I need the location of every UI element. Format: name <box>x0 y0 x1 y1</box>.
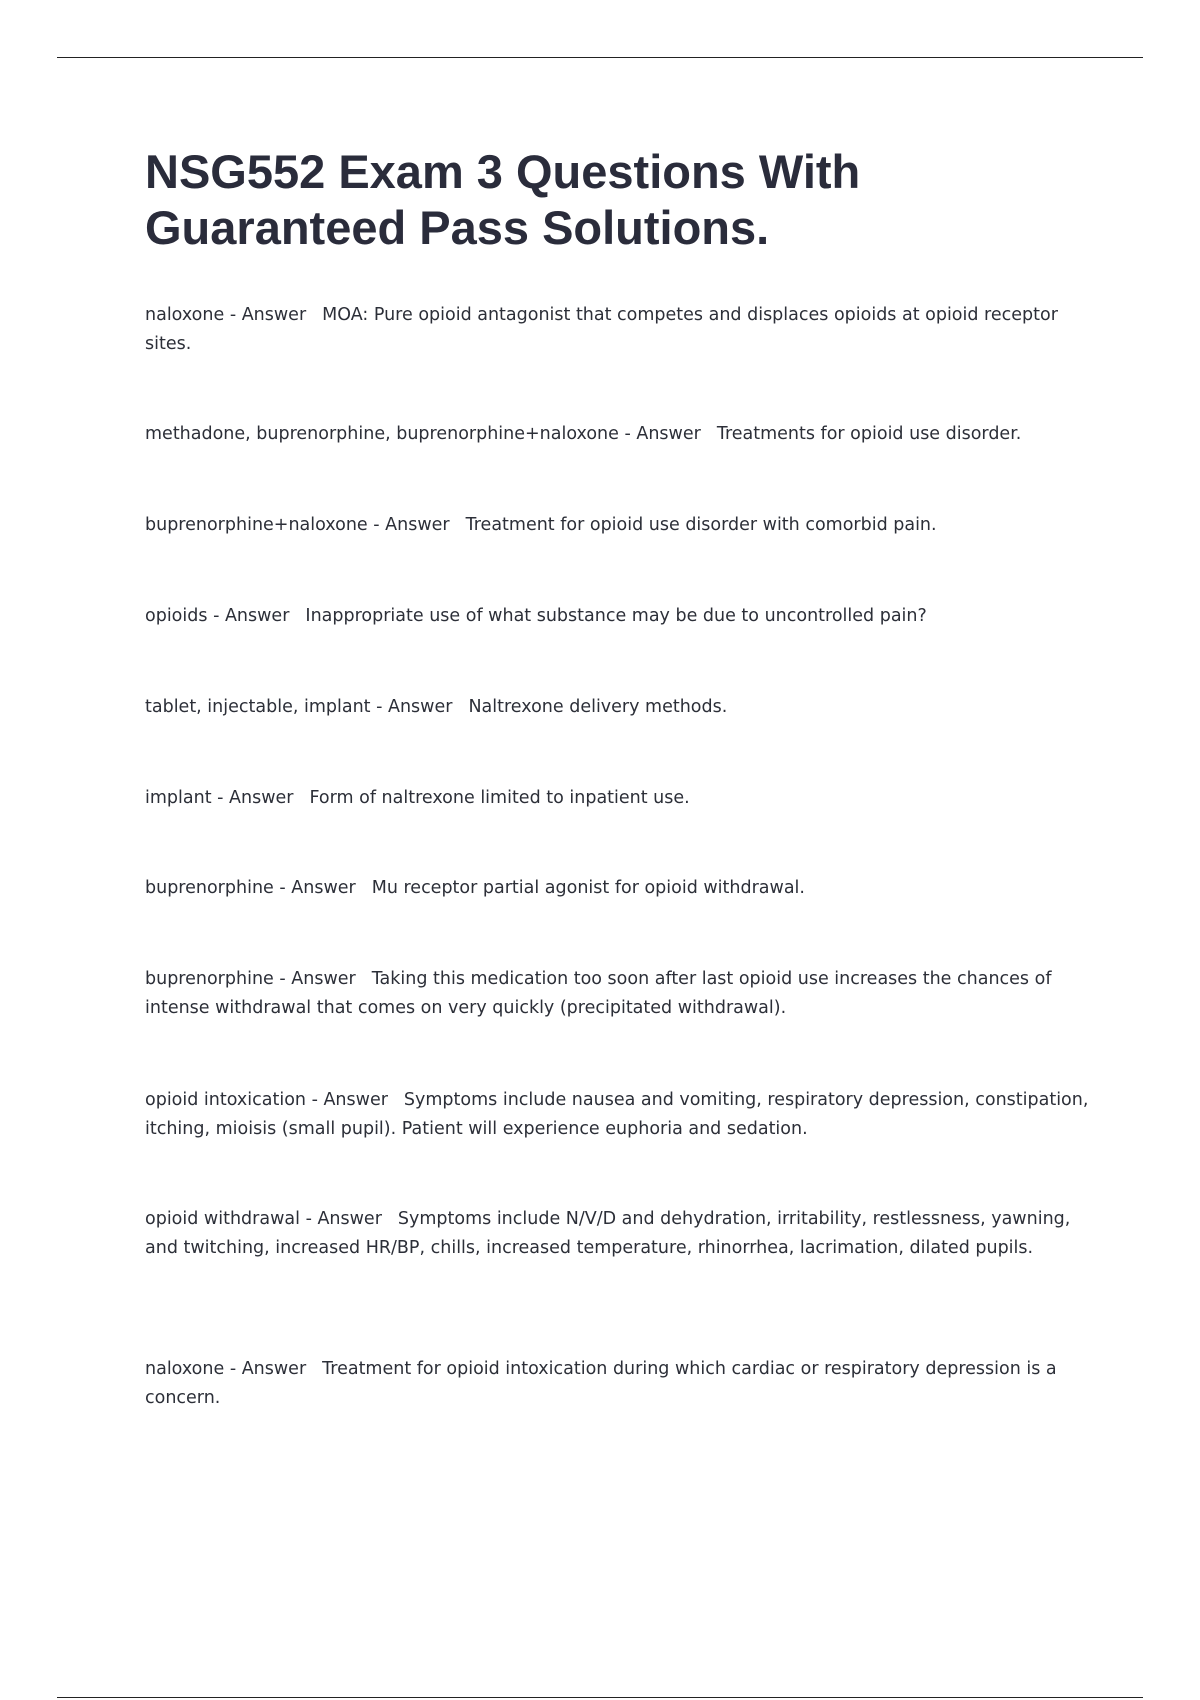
qa-item <box>145 511 1090 540</box>
qa-term: buprenorphine+naloxone <box>145 515 368 535</box>
qa-term: tablet, injectable, implant <box>145 697 371 717</box>
document-title: NSG552 Exam 3 Questions With Guaranteed Pass Solutions. <box>145 145 861 254</box>
qa-term: buprenorphine <box>145 969 274 989</box>
answer-separator: - Answer <box>624 424 701 444</box>
answer-separator: - Answer <box>279 878 356 898</box>
answer-separator: - Answer <box>229 1359 307 1379</box>
qa-item <box>145 1086 1090 1144</box>
qa-term: naloxone <box>145 305 225 325</box>
answer-separator: - Answer <box>373 515 450 535</box>
qa-item <box>145 874 1090 903</box>
qa-term: opioids <box>145 606 208 626</box>
qa-item <box>145 1205 1090 1263</box>
qa-term: implant <box>145 788 212 808</box>
header-divider <box>57 57 1143 58</box>
answer-separator: - Answer <box>279 969 356 989</box>
qa-definition: Naltrexone delivery methods. <box>468 697 728 717</box>
qa-definition: Mu receptor partial agonist for opioid withdrawal. <box>371 878 805 898</box>
qa-definition: Treatment for opioid use disorder with comorbid pain. <box>465 515 937 535</box>
answer-separator: - Answer <box>376 697 453 717</box>
qa-term: opioid intoxication <box>145 1090 306 1110</box>
qa-item <box>145 602 1090 631</box>
qa-definition: Inappropriate use of what substance may be due to uncontrolled pain? <box>305 606 927 626</box>
qa-definition: Taking this medication too soon after last opioid use increases the chances of intense withdrawal that comes on very quickly (precipitated withdrawal). <box>145 969 1052 1018</box>
qa-definition: Form of naltrexone limited to inpatient use. <box>309 788 690 808</box>
answer-separator: - Answer <box>213 606 290 626</box>
footer-divider <box>57 1697 1143 1698</box>
qa-item <box>145 301 1090 359</box>
qa-item <box>145 1355 1090 1413</box>
qa-definition: Treatment for opioid intoxication during which cardiac or respiratory depression is a concern. <box>145 1359 1057 1408</box>
qa-item <box>145 784 1090 813</box>
answer-separator: - Answer <box>311 1090 388 1110</box>
qa-item <box>145 420 1090 449</box>
qa-term: opioid withdrawal <box>145 1209 300 1229</box>
answer-separator: - Answer <box>305 1209 382 1229</box>
qa-term: buprenorphine <box>145 878 274 898</box>
qa-definition: Treatments for opioid use disorder. <box>716 424 1022 444</box>
qa-term: methadone, buprenorphine, buprenorphine+naloxone <box>145 424 619 444</box>
qa-definition: MOA: Pure opioid antagonist that competes and displaces opioids at opioid receptor sites. <box>145 305 1058 354</box>
qa-definition: Symptoms include N/V/D and dehydration, irritability, restlessness, yawning, and twitching, increased HR/BP, chills, increased temperature, rhinorrhea, lacrimation, dilated pupils. <box>145 1209 1071 1258</box>
qa-item <box>145 965 1090 1023</box>
qa-definition: Symptoms include nausea and vomiting, respiratory depression, constipation, itching, mioisis (small pupil). Patient will experience euphoria and sedation. <box>145 1090 1089 1139</box>
answer-separator: - Answer <box>229 305 307 325</box>
qa-item <box>145 693 1090 722</box>
answer-separator: - Answer <box>217 788 294 808</box>
qa-term: naloxone <box>145 1359 225 1379</box>
